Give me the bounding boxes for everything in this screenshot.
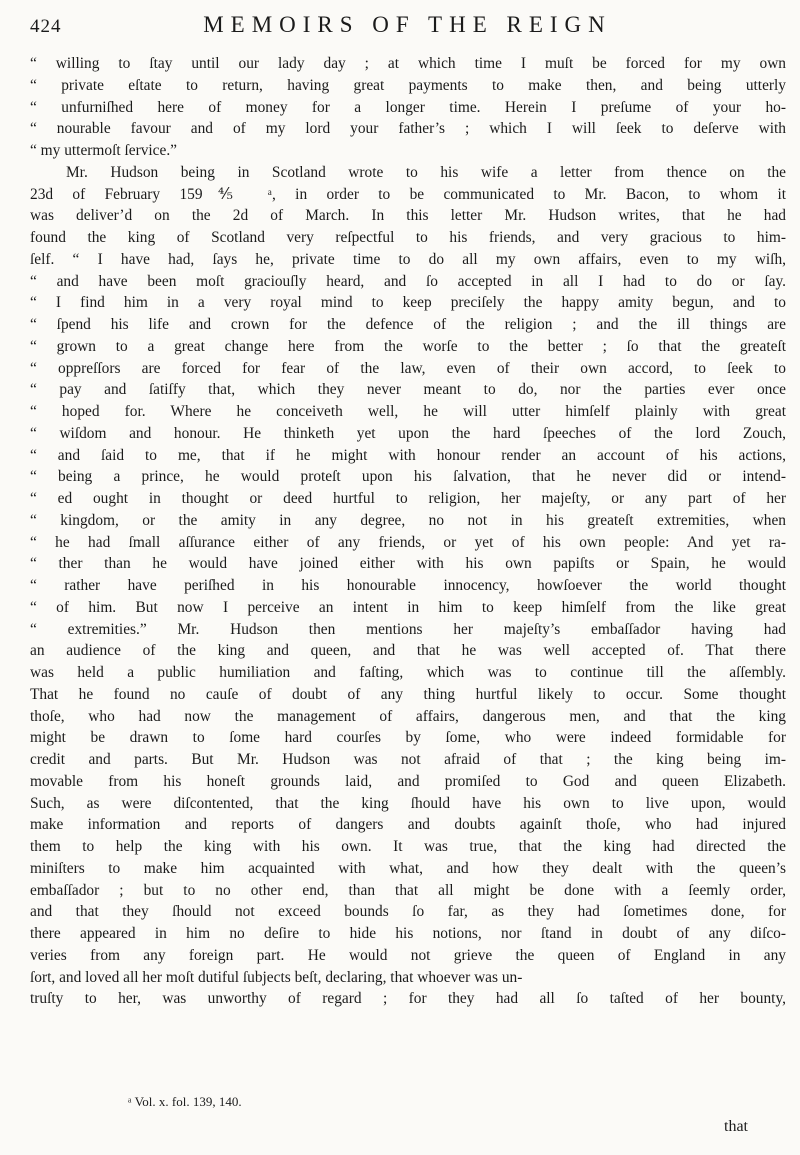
text-line: “ unfurniſhed here of money for a longer time. Herein I preſume of your ho- [30, 98, 786, 116]
running-head: MEMOIRS OF THE REIGN [203, 12, 612, 37]
text-line: thoſe, who had now the management of affairs, dangerous men, and that the king [30, 707, 786, 725]
text-line: “ he had ſmall aſſurance either of any friends, or yet of his own people: And yet ra- [30, 533, 786, 551]
text-line: Such, as were diſcontented, that the king ſhould have his own to live upon, would [30, 794, 786, 812]
text-line: them to help the king with his own. It was true, that the king had directed the [30, 838, 786, 855]
text-line: “ ed ought in thought or deed hurtful to religion, her majeſty, or any part of her [30, 490, 786, 507]
text-line: there appeared in him no deſire to hide his notions, nor ſtand in doubt of any diſco- [30, 925, 786, 942]
footnote: ᵃ Vol. x. fol. 139, 140. [128, 1094, 242, 1109]
text-line: “ oppreſſors are forced for fear of the law, even of their own accord, to ſeek to [30, 359, 786, 377]
text-line: an audience of the king and queen, and that he was well accepted of. That there [30, 642, 786, 660]
text-line: “ willing to ſtay until our lady day ; at which time I muſt be forced for my own [30, 55, 786, 72]
text-line: might be drawn to ſome hard courſes by ſome, who were indeed formidable for [30, 729, 786, 747]
text-line: That he found no cauſe of doubt of any thing hurtful likely to occur. Some thought [30, 685, 786, 703]
text-line: “ I find him in a very royal mind to keep preciſely the happy amity begun, and to [30, 294, 786, 312]
text-line: movable from his honeſt grounds laid, and promiſed to God and queen Elizabeth. [30, 772, 786, 790]
text-line: Mr. Hudson being in Scotland wrote to his wife a letter from thence on the [66, 163, 786, 181]
text-line: “ ther than he would have joined either with his own papiſts or Spain, he would [30, 555, 786, 573]
text-line: “ being a prince, he would proteſt upon his ſalvation, that he never did or intend- [30, 468, 786, 486]
body-text [30, 53, 786, 1010]
page-number: 424 [30, 16, 62, 37]
text-line: “ rather have periſhed in his honourable innocency, howſoever the world thought [30, 577, 786, 594]
text-line: “ of him. But now I perceive an intent in him to keep himſelf from the like great [30, 598, 786, 616]
text-line: found the king of Scotland very reſpectful to his friends, and very gracious to him- [30, 229, 786, 246]
text-line: make information and reports of dangers and doubts againſt thoſe, who had injured [30, 816, 786, 834]
text-line: “ and have been moſt graciouſly heard, and ſo accepted in all I had to do or ſay. [30, 272, 786, 290]
text-line: 23d of February 159⅘ ᵃ, in order to be communicated to Mr. Bacon, to whom it [30, 185, 786, 203]
text-line: “ kingdom, or the amity in any degree, no not in his greateſt extremities, when [30, 511, 786, 529]
text-line: miniſters to make him acquainted with what, and how they dealt with the queen’s [30, 859, 786, 877]
text-line: embaſſador ; but to no other end, than that all might be done with a ſeemly order, [30, 881, 786, 899]
text-line: ſort, and loved all her moſt dutiful ſubjects beſt, declaring, that whoever was un- [30, 968, 523, 986]
text-line: “ wiſdom and honour. He thinketh yet upon the hard ſpeeches of the lord Zouch, [30, 424, 786, 442]
text-line: “ private eſtate to return, having great payments to make then, and being utterly [30, 76, 786, 94]
text-line: “ hoped for. Where he conceiveth well, he will utter himſelf plainly with great [30, 403, 786, 420]
text-line: “ extremities.” Mr. Hudson then mentions her majeſty’s embaſſador having had [30, 620, 786, 638]
text-line: and that they ſhould not exceed bounds ſo far, as they had ſometimes done, for [30, 903, 786, 921]
text-line: veries from any foreign part. He would not grieve the queen of England in any [30, 946, 786, 964]
catchword: that [724, 1118, 748, 1135]
page-header [30, 10, 765, 46]
text-line: was held a public humiliation and faſting, which was to continue till the aſſembly. [30, 664, 786, 681]
text-line: ſelf. “ I have had, ſays he, private time to do all my own affairs, even to my wiſh, [30, 250, 786, 268]
text-line: “ and ſaid to me, that if he might with honour render an account of his actions, [30, 446, 786, 464]
text-line: “ my uttermoſt ſervice.” [30, 142, 178, 159]
text-line: truſty to her, was unworthy of regard ; for they had all ſo taſted of her bounty, [30, 990, 786, 1008]
text-line: “ grown to a great change here from the worſe to the better ; ſo that the greateſt [30, 337, 786, 355]
text-line: “ nourable favour and of my lord your father’s ; which I will ſeek to deſerve with [30, 120, 786, 138]
text-line: was deliver’d on the 2d of March. In this letter Mr. Hudson writes, that he had [30, 207, 786, 225]
text-line: credit and parts. But Mr. Hudson was not afraid of that ; the king being im- [30, 751, 786, 768]
text-line: “ ſpend his life and crown for the defence of the religion ; and the ill things are [30, 316, 786, 333]
text-line: “ pay and ſatiſfy that, which they never meant to do, nor the parties ever once [30, 381, 786, 399]
